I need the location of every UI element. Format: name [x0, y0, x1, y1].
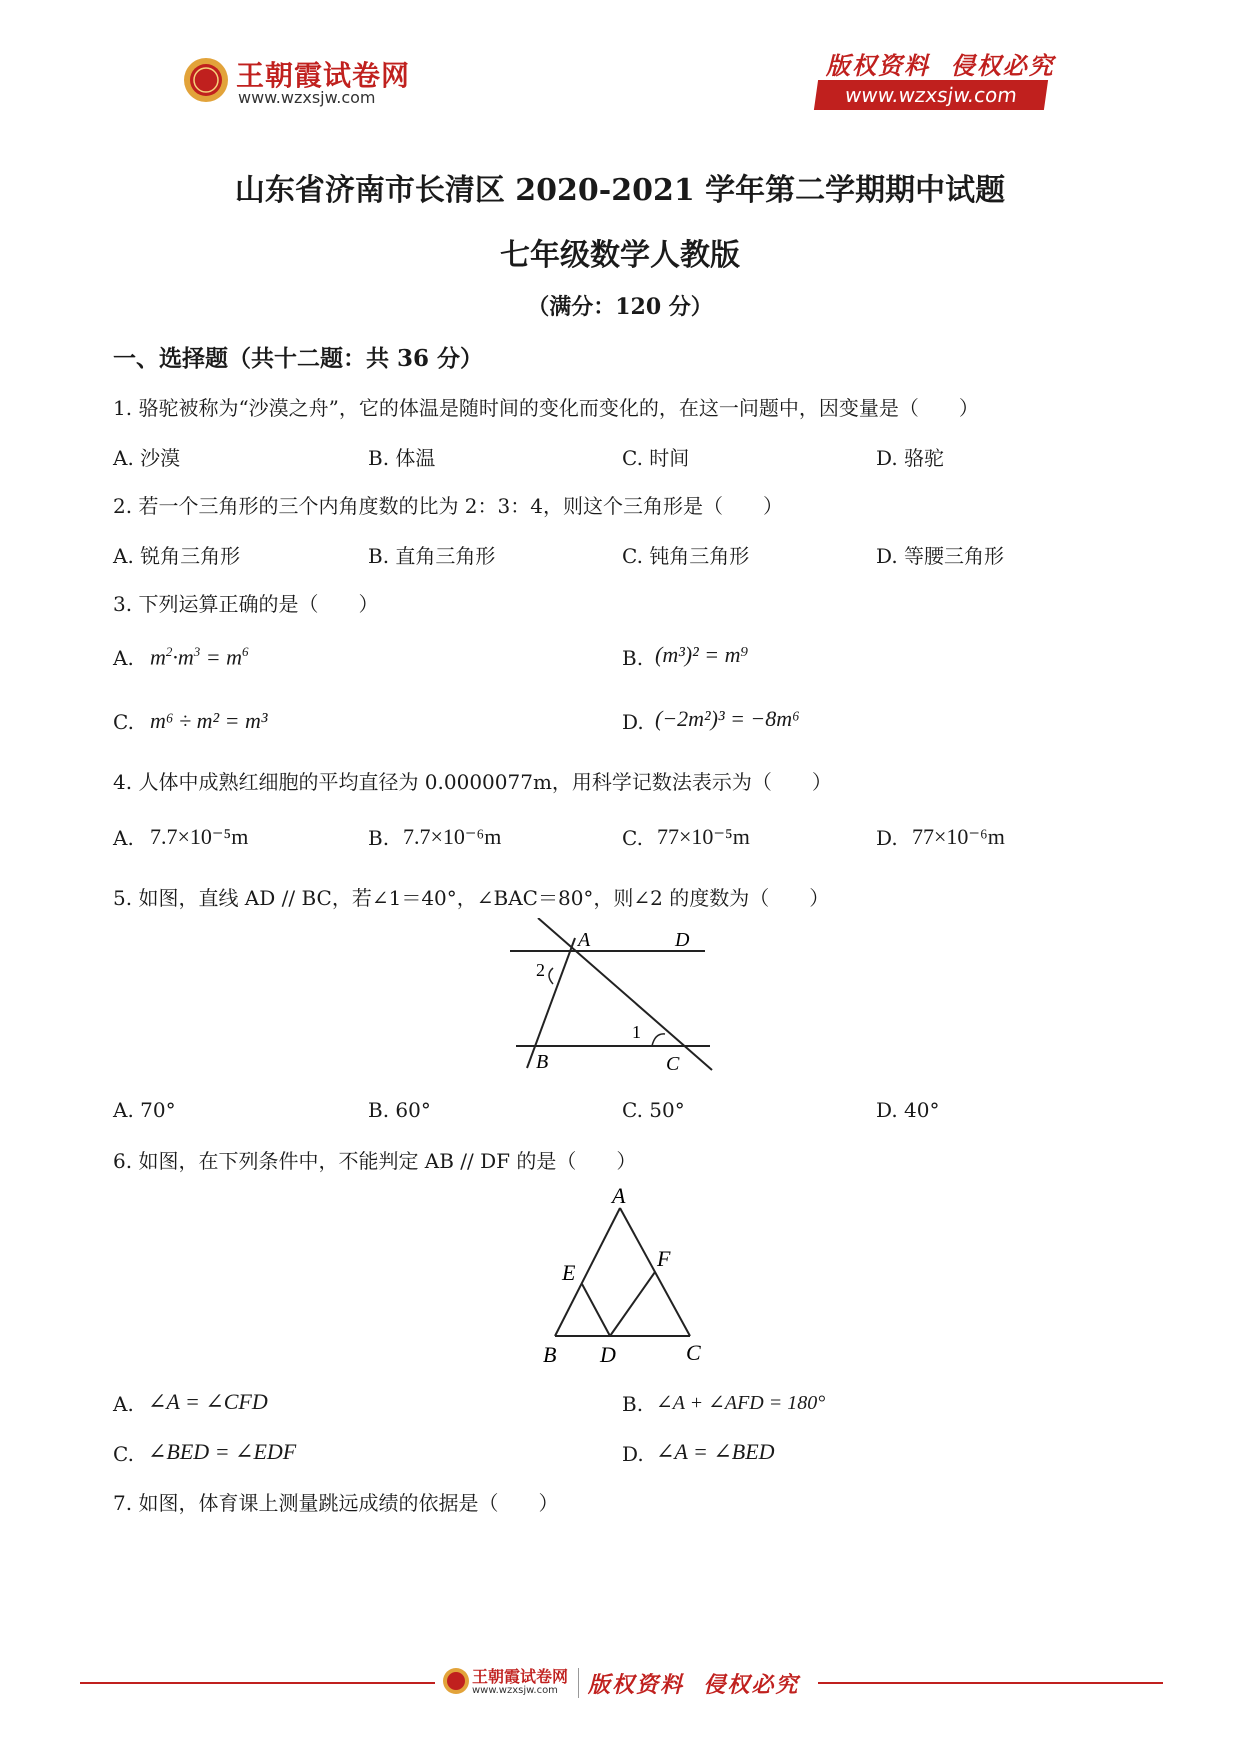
fig6-label-c: C [686, 1340, 701, 1365]
question-1-stem: 1. 骆驼被称为“沙漠之舟”，它的体温是随时间的变化而变化的，在这一问题中，因变量是（ ） [113, 396, 979, 420]
q3-a-p3: = m [200, 644, 243, 670]
fig5-label-a: A [578, 929, 591, 951]
question-2-stem: 2. 若一个三角形的三个内角度数的比为 2：3：4，则这个三角形是（ ） [113, 494, 783, 518]
logo-name: 王朝霞试卷网 [236, 59, 411, 92]
q2-option-b: B. 直角三角形 [368, 544, 496, 568]
q3-option-d-math: (−2m²)³ = −8m⁶ [655, 706, 800, 731]
q4-option-d-math: 77×10⁻⁶m [912, 824, 1005, 849]
q6-option-c-label: C. [113, 1442, 134, 1466]
q4-option-a-math: 7.7×10⁻⁵m [150, 824, 249, 849]
q4-option-c-math: 77×10⁻⁵m [657, 824, 750, 849]
figure-q6 [540, 1188, 720, 1368]
fig6-label-e: E [562, 1260, 576, 1285]
fig5-label-angle2: 2 [536, 960, 545, 980]
q3-a-e1: 2 [165, 644, 173, 659]
q3-option-c-math: m⁶ ÷ m² = m³ [150, 708, 268, 733]
header-site-url: www.wzxsjw.com [814, 80, 1048, 110]
fig6-label-b: B [543, 1342, 557, 1367]
q6-option-b-math: ∠A + ∠AFD = 180° [656, 1392, 826, 1414]
logo-seal-icon [182, 56, 230, 104]
exam-subtitle: 七年级数学人教版 [500, 238, 740, 273]
q3-option-a-math [150, 644, 249, 670]
question-6-stem: 6. 如图，在下列条件中，不能判定 AB // DF 的是（ ） [113, 1149, 637, 1173]
q4-option-c-label: C. [622, 826, 643, 850]
q2-option-c: C. 钝角三角形 [622, 544, 750, 568]
q4-option-b-label: B. [368, 826, 390, 850]
q6-option-d-math: ∠A = ∠BED [656, 1439, 775, 1464]
question-7-stem: 7. 如图，体育课上测量跳远成绩的依据是（ ） [113, 1491, 559, 1515]
fig6-label-d: D [600, 1342, 616, 1367]
fig6-label-a: A [612, 1188, 626, 1208]
q6-option-d-label: D. [622, 1442, 644, 1466]
q1-option-a: A. 沙漠 [113, 446, 181, 470]
fig5-label-angle1: 1 [632, 1022, 641, 1042]
q6-option-c-math: ∠BED = ∠EDF [148, 1439, 297, 1464]
q1-option-c: C. 时间 [622, 446, 690, 470]
footer-line-left [80, 1682, 435, 1684]
q3-option-c-label: C. [113, 710, 134, 734]
fig5-label-c: C [666, 1053, 680, 1075]
question-5-stem: 5. 如图，直线 AD // BC，若∠1＝40°，∠BAC＝80°，则∠2 的度数为（ ） [113, 886, 830, 910]
figure-q5 [500, 918, 720, 1078]
q3-a-e3: 6 [242, 644, 249, 659]
q3-option-b-label: B. [622, 646, 644, 670]
logo-url: www.wzxsjw.com [238, 88, 376, 107]
q2-option-a: A. 锐角三角形 [113, 544, 241, 568]
q5-option-d: D. 40° [876, 1098, 940, 1122]
section-heading: 一、选择题（共十二题：共 36 分） [113, 345, 484, 372]
q4-option-d-label: D. [876, 826, 898, 850]
q6-option-b-label: B. [622, 1392, 644, 1416]
footer-logo-url: www.wzxsjw.com [472, 1685, 558, 1696]
q6-option-a-label: A. [113, 1392, 134, 1416]
full-score: （满分：120 分） [527, 294, 713, 320]
q2-option-d: D. 等腰三角形 [876, 544, 1005, 568]
question-3-stem: 3. 下列运算正确的是（ ） [113, 592, 379, 616]
q1-option-b: B. 体温 [368, 446, 436, 470]
fig5-label-b: B [536, 1051, 549, 1073]
footer-logo-name: 王朝霞试卷网 [472, 1667, 569, 1686]
q3-option-a-label: A. [113, 646, 134, 670]
q4-option-a-label: A. [113, 826, 134, 850]
q3-option-b-math: (m³)² = m⁹ [655, 642, 749, 667]
q5-option-b: B. 60° [368, 1098, 431, 1122]
footer-copyright: 版权资料 侵权必究 [588, 1672, 800, 1698]
exam-title: 山东省济南市长清区 2020-2021 学年第二学期期中试题 [234, 173, 1006, 208]
q3-a-p2: ·m [172, 644, 194, 670]
q3-option-d-label: D. [622, 710, 644, 734]
fig5-label-d: D [675, 929, 690, 951]
q6-option-a-math: ∠A = ∠CFD [148, 1389, 268, 1414]
fig6-label-f: F [657, 1246, 671, 1271]
q3-a-p1: m [150, 644, 166, 670]
question-4-stem: 4. 人体中成熟红细胞的平均直径为 0.0000077m，用科学记数法表示为（ ） [113, 770, 832, 794]
footer-seal-icon [442, 1667, 470, 1695]
q5-option-c: C. 50° [622, 1098, 685, 1122]
header-logo [182, 52, 422, 112]
footer-line-right [818, 1682, 1163, 1684]
q4-option-b-math: 7.7×10⁻⁶m [403, 824, 502, 849]
q5-option-a: A. 70° [113, 1098, 176, 1122]
q3-a-e2: 3 [193, 644, 201, 659]
q1-option-d: D. 骆驼 [876, 446, 945, 470]
header-copyright: 版权资料 侵权必究 [826, 51, 1055, 80]
footer-divider [578, 1668, 579, 1698]
